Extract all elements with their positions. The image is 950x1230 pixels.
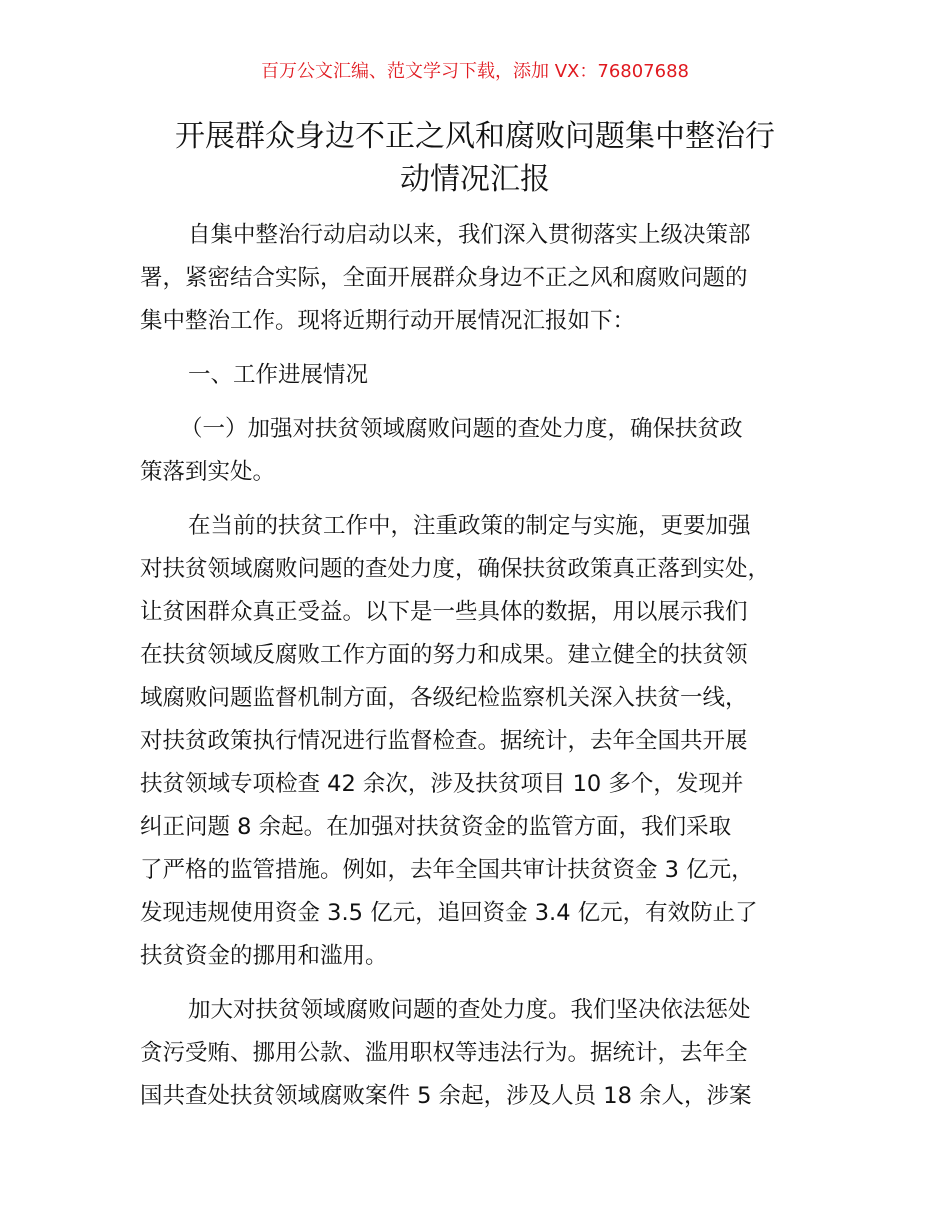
text-line: 在当前的扶贫工作中，注重政策的制定与实施，更要加强 bbox=[188, 513, 751, 539]
intro-paragraph bbox=[140, 214, 840, 343]
document-title bbox=[120, 115, 830, 201]
text-line: 策落到实处。 bbox=[140, 459, 276, 485]
text-line: 在扶贫领域反腐败工作方面的努力和成果。建立健全的扶贫领 bbox=[140, 642, 748, 668]
text-line: 发现违规使用资金 3.5 亿元，追回资金 3.4 亿元，有效防止了 bbox=[140, 900, 758, 926]
text-line: 域腐败问题监督机制方面，各级纪检监察机关深入扶贫一线， bbox=[140, 685, 748, 711]
text-line: 纠正问题 8 余起。在加强对扶贫资金的监管方面，我们采取 bbox=[140, 814, 732, 840]
text-line: 贪污受贿、挪用公款、滥用职权等违法行为。据统计，去年全 bbox=[140, 1040, 748, 1066]
text-line: 加大对扶贫领域腐败问题的查处力度。我们坚决依法惩处 bbox=[188, 997, 751, 1023]
title-line: 开展群众身边不正之风和腐败问题集中整治行 bbox=[175, 119, 775, 154]
text-line: （一）加强对扶贫领域腐败问题的查处力度，确保扶贫政 bbox=[180, 416, 743, 442]
text-line: 对扶贫领域腐败问题的查处力度，确保扶贫政策真正落到实处， bbox=[140, 556, 771, 582]
watermark-header: 百万公文汇编、范文学习下载，添加 VX：76807688 bbox=[261, 61, 689, 82]
document-body bbox=[140, 214, 840, 1129]
text-line: 一、工作进展情况 bbox=[188, 362, 369, 388]
text-line: 署，紧密结合实际，全面开展群众身边不正之风和腐败问题的 bbox=[140, 265, 748, 291]
text-line: 对扶贫政策执行情况进行监督检查。据统计，去年全国共开展 bbox=[140, 728, 748, 754]
body-paragraph bbox=[140, 505, 840, 978]
subsection-heading bbox=[140, 408, 840, 494]
body-paragraph bbox=[140, 989, 840, 1118]
section-heading bbox=[140, 354, 840, 397]
title-line: 动情况汇报 bbox=[400, 162, 550, 197]
text-line: 国共查处扶贫领域腐败案件 5 余起，涉及人员 18 余人，涉案 bbox=[140, 1083, 752, 1109]
text-line: 扶贫领域专项检查 42 余次，涉及扶贫项目 10 多个，发现并 bbox=[140, 771, 744, 797]
text-line: 让贫困群众真正受益。以下是一些具体的数据，用以展示我们 bbox=[140, 599, 748, 625]
text-line: 集中整治工作。现将近期行动开展情况汇报如下： bbox=[140, 308, 636, 334]
text-line: 自集中整治行动启动以来，我们深入贯彻落实上级决策部 bbox=[188, 222, 751, 248]
text-line: 了严格的监管措施。例如，去年全国共审计扶贫资金 3 亿元， bbox=[140, 857, 754, 883]
text-line: 扶贫资金的挪用和滥用。 bbox=[140, 943, 388, 969]
